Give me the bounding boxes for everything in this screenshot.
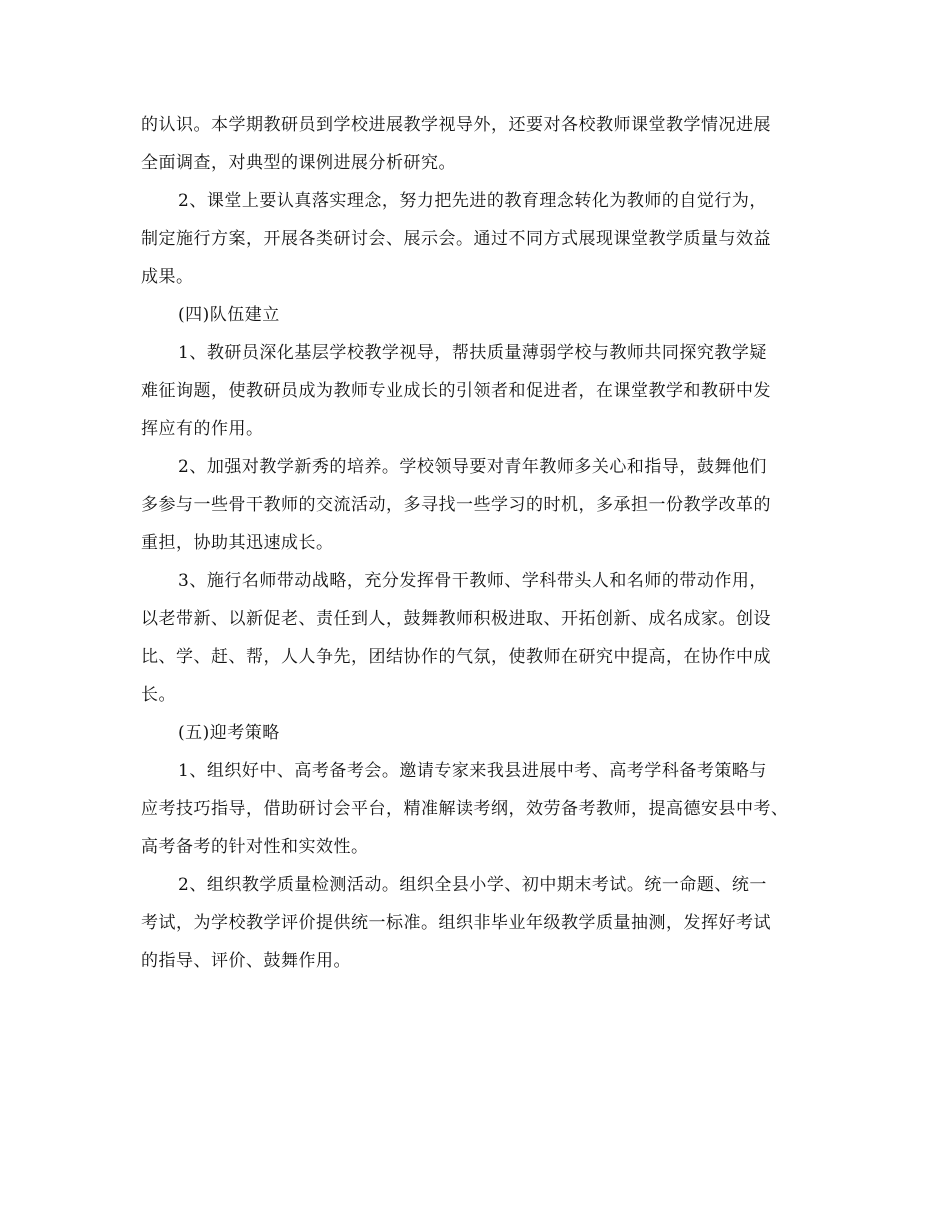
text-line: 比、学、赶、帮，人人争先，团结协作的气氛，使教师在研究中提高，在协作中成 <box>141 647 771 667</box>
paragraph-start-line: 2、课堂上要认真落实理念，努力把先进的教育理念转化为教师的自觉行为， <box>178 191 767 211</box>
text-line: 长。 <box>141 685 176 705</box>
text-line: 以老带新、以新促老、责任到人，鼓舞教师积极进取、开拓创新、成名成家。创设 <box>141 609 771 629</box>
paragraph-start-line: 1、组织好中、高考备考会。邀请专家来我县进展中考、高考学科备考策略与 <box>178 761 767 781</box>
text-line: 多参与一些骨干教师的交流活动，多寻找一些学习的时机，多承担一份教学改革的 <box>141 495 771 515</box>
text-line: 的认识。本学期教研员到学校进展教学视导外，还要对各校教师课堂教学情况进展 <box>141 115 771 135</box>
text-line: 全面调查，对典型的课例进展分析研究。 <box>141 153 456 173</box>
paragraph-start-line: 2、加强对教学新秀的培养。学校领导要对青年教师多关心和指导，鼓舞他们 <box>178 457 767 477</box>
section-heading: (五)迎考策略 <box>178 723 280 743</box>
text-line: 重担，协助其迅速成长。 <box>141 533 334 553</box>
paragraph-start-line: 2、组织教学质量检测活动。组织全县小学、初中期末考试。统一命题、统一 <box>178 875 767 895</box>
text-line: 成果。 <box>141 267 194 287</box>
section-heading: (四)队伍建立 <box>178 305 280 325</box>
text-line: 制定施行方案，开展各类研讨会、展示会。通过不同方式展现课堂教学质量与效益 <box>141 229 771 249</box>
text-line: 应考技巧指导，借助研讨会平台，精准解读考纲，效劳备考教师，提高德安县中考、 <box>141 799 789 819</box>
text-line: 考试，为学校教学评价提供统一标准。组织非毕业年级教学质量抽测，发挥好考试 <box>141 913 771 933</box>
paragraph-start-line: 1、教研员深化基层学校教学视导，帮扶质量薄弱学校与教师共同探究教学疑 <box>178 343 767 363</box>
text-line: 挥应有的作用。 <box>141 419 264 439</box>
text-line: 的指导、评价、鼓舞作用。 <box>141 951 351 971</box>
text-line: 高考备考的针对性和实效性。 <box>141 837 369 857</box>
paragraph-start-line: 3、施行名师带动战略，充分发挥骨干教师、学科带头人和名师的带动作用， <box>178 571 767 591</box>
text-line: 难征询题，使教研员成为教师专业成长的引领者和促进者，在课堂教学和教研中发 <box>141 381 771 401</box>
